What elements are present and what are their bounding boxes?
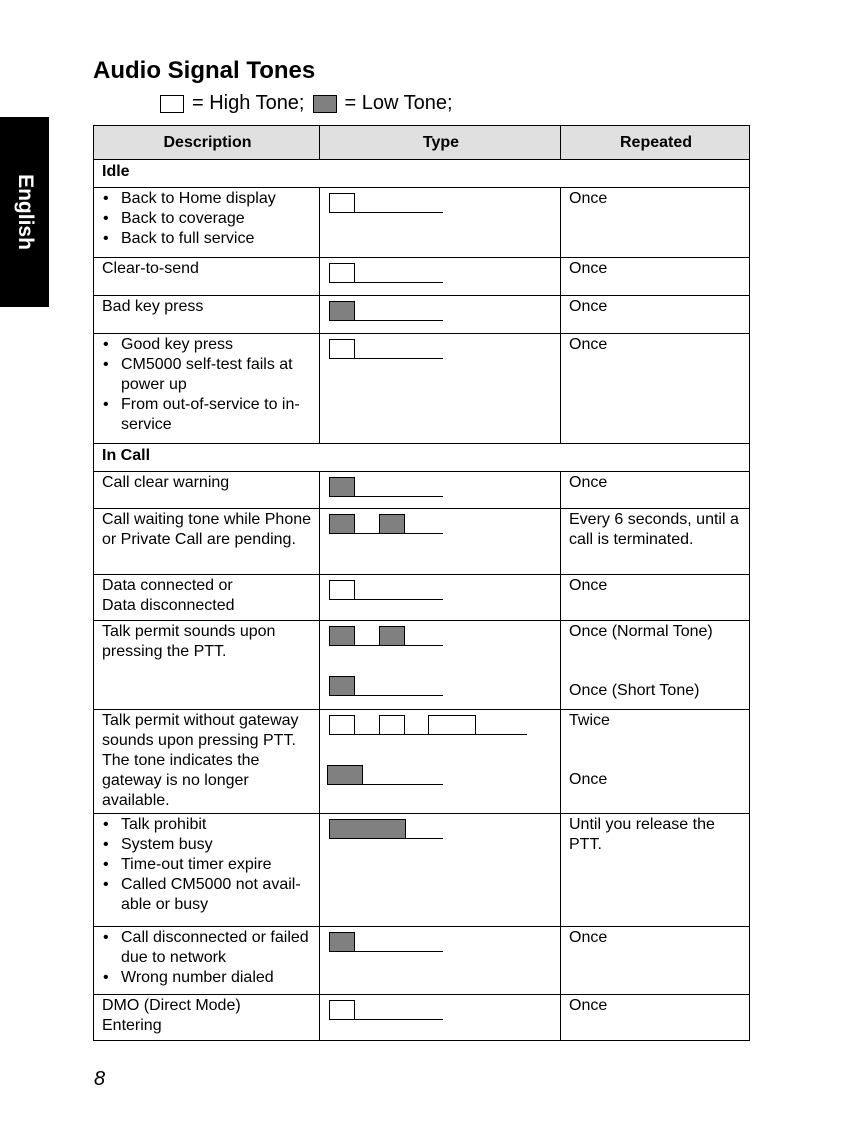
high-tone-segment xyxy=(379,715,405,735)
repeated-cell: Once xyxy=(561,995,750,1041)
table-row xyxy=(94,575,750,621)
repeated-short: Once (Short Tone) xyxy=(569,682,700,699)
description-cell: Talk permit without gateway sounds upon pressing PTT. The tone indicates the gateway is no longer available. xyxy=(94,710,320,814)
description-cell xyxy=(94,334,320,444)
tone-diagram xyxy=(328,815,554,841)
description-cell: DMO (Direct Mode) Entering xyxy=(94,995,320,1041)
list-item: • Talk prohibit xyxy=(102,815,313,835)
table-row xyxy=(94,334,750,444)
repeated-cell: Every 6 seconds, until a call is terminated. xyxy=(561,509,750,575)
tone-type-cell xyxy=(320,710,561,814)
repeated-cell xyxy=(561,621,750,710)
repeated-normal: Once (Normal Tone) xyxy=(569,623,713,640)
low-tone-segment xyxy=(329,932,355,952)
description-cell xyxy=(94,814,320,927)
low-tone-segment xyxy=(329,301,355,321)
list-item: • CM5000 self-test fails at power up xyxy=(102,355,313,395)
tone-baseline xyxy=(329,784,443,785)
tone-type-cell xyxy=(320,927,561,995)
high-tone-swatch-icon xyxy=(160,95,184,113)
tone-diagram xyxy=(328,335,554,361)
table-row xyxy=(94,188,750,258)
table-row xyxy=(94,995,750,1041)
low-tone-legend-label: = Low Tone; xyxy=(344,92,453,114)
page-number: 8 xyxy=(94,1068,106,1090)
repeated-once: Once xyxy=(569,771,608,788)
table-header-row xyxy=(94,126,750,160)
list-item: • Called CM5000 not avail-able or busy xyxy=(102,875,313,915)
high-tone-segment xyxy=(329,263,355,283)
tone-diagram xyxy=(328,928,554,954)
tone-type-cell xyxy=(320,472,561,509)
high-tone-segment xyxy=(329,339,355,359)
tone-type-cell xyxy=(320,188,561,258)
language-label: English xyxy=(13,174,37,250)
list-item: • Call disconnected or failed due to network xyxy=(102,928,313,968)
repeated-cell: Once xyxy=(561,472,750,509)
tone-baseline xyxy=(329,951,443,952)
repeated-cell: Once xyxy=(561,927,750,995)
tone-type-cell xyxy=(320,296,561,334)
tone-legend xyxy=(160,92,453,115)
tone-diagram-short xyxy=(328,672,554,698)
description-cell: Clear-to-send xyxy=(94,258,320,296)
tone-diagram xyxy=(328,576,554,602)
section-row-in-call xyxy=(94,444,750,472)
description-cell: Call waiting tone while Phone or Private Call are pending. xyxy=(94,509,320,575)
table-row xyxy=(94,258,750,296)
tone-baseline xyxy=(329,838,443,839)
repeated-cell: Once xyxy=(561,575,750,621)
tone-baseline xyxy=(329,496,443,497)
tone-baseline xyxy=(329,734,527,735)
tone-diagram xyxy=(328,259,554,285)
audio-tones-table xyxy=(93,125,750,1041)
description-cell: Bad key press xyxy=(94,296,320,334)
tone-baseline xyxy=(329,695,443,696)
header-repeated: Repeated xyxy=(561,126,750,160)
section-row-idle xyxy=(94,160,750,188)
tone-diagram-normal xyxy=(328,622,554,648)
list-item: • Time-out timer expire xyxy=(102,855,313,875)
description-cell: Talk permit sounds upon pressing the PTT. xyxy=(94,621,320,710)
tone-baseline xyxy=(329,320,443,321)
language-side-tab xyxy=(0,117,49,307)
description-cell: Data connected or Data disconnected xyxy=(94,575,320,621)
header-description: Description xyxy=(94,126,320,160)
tone-diagram xyxy=(328,297,554,323)
tone-baseline xyxy=(329,599,443,600)
list-item: • Back to full service xyxy=(102,229,313,249)
low-tone-segment xyxy=(329,514,355,534)
tone-baseline xyxy=(329,645,443,646)
tone-type-cell xyxy=(320,509,561,575)
repeated-cell: Once xyxy=(561,188,750,258)
tone-baseline xyxy=(329,212,443,213)
high-tone-legend-label: = High Tone; xyxy=(192,92,305,114)
page-title: Audio Signal Tones xyxy=(93,57,316,84)
low-tone-segment xyxy=(379,514,405,534)
table-row xyxy=(94,710,750,814)
high-tone-segment xyxy=(329,715,355,735)
repeated-cell: Once xyxy=(561,334,750,444)
list-item: • Good key press xyxy=(102,335,313,355)
section-label: In Call xyxy=(94,444,750,472)
tone-diagram xyxy=(328,473,554,499)
tone-baseline xyxy=(329,282,443,283)
table-row xyxy=(94,814,750,927)
repeated-cell: Until you release the PTT. xyxy=(561,814,750,927)
tone-diagram xyxy=(328,996,554,1022)
low-tone-segment xyxy=(329,477,355,497)
description-cell xyxy=(94,927,320,995)
tone-type-cell xyxy=(320,575,561,621)
list-item: • Back to Home display xyxy=(102,189,313,209)
tone-diagram-twice xyxy=(328,711,554,737)
high-tone-segment xyxy=(329,580,355,600)
tone-baseline xyxy=(329,533,443,534)
table-row xyxy=(94,927,750,995)
low-tone-segment xyxy=(329,819,406,839)
tone-type-cell xyxy=(320,621,561,710)
repeated-twice: Twice xyxy=(569,712,610,729)
low-tone-segment xyxy=(329,626,355,646)
tone-type-cell xyxy=(320,995,561,1041)
description-cell: Call clear warning xyxy=(94,472,320,509)
list-item: • From out-of-service to in-service xyxy=(102,395,313,435)
tone-type-cell xyxy=(320,814,561,927)
high-tone-segment xyxy=(329,1000,355,1020)
low-tone-segment xyxy=(379,626,405,646)
list-item: • Back to coverage xyxy=(102,209,313,229)
tone-baseline xyxy=(329,358,443,359)
list-item: • System busy xyxy=(102,835,313,855)
description-cell xyxy=(94,188,320,258)
tone-diagram xyxy=(328,510,554,536)
low-tone-segment xyxy=(329,676,355,696)
section-label: Idle xyxy=(94,160,750,188)
table-row xyxy=(94,621,750,710)
tone-diagram xyxy=(328,189,554,215)
table-row xyxy=(94,296,750,334)
repeated-cell xyxy=(561,710,750,814)
low-tone-swatch-icon xyxy=(313,95,337,113)
repeated-cell: Once xyxy=(561,258,750,296)
high-tone-segment xyxy=(428,715,476,735)
tone-type-cell xyxy=(320,334,561,444)
header-type: Type xyxy=(320,126,561,160)
table-row xyxy=(94,472,750,509)
tone-type-cell xyxy=(320,258,561,296)
list-item: • Wrong number dialed xyxy=(102,968,313,988)
high-tone-segment xyxy=(329,193,355,213)
table-row xyxy=(94,509,750,575)
repeated-cell: Once xyxy=(561,296,750,334)
tone-baseline xyxy=(329,1019,443,1020)
low-tone-segment xyxy=(327,765,363,785)
tone-diagram-once xyxy=(328,761,554,787)
